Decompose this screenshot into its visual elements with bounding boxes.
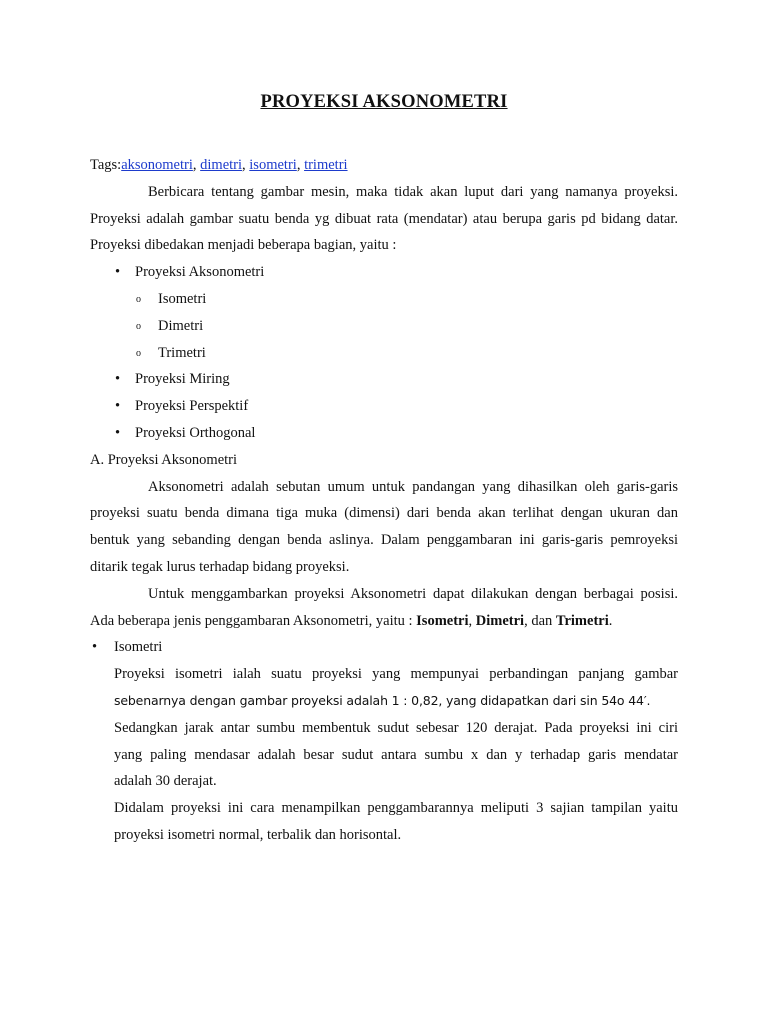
circle-bullet-icon: o: [136, 293, 141, 305]
tags-line: [90, 152, 678, 179]
bullet-icon: •: [115, 398, 121, 415]
bold-term-trimetri: Trimetri: [555, 612, 609, 629]
bold-term-isometri: Isometri: [416, 612, 469, 629]
section-a-para1-line: proyeksi suatu benda dimana tiga muka (dimensi) dari benda akan terlihat dengan ukuran dan: [90, 505, 678, 522]
bold-term-dimetri: Dimetri: [475, 612, 525, 629]
tag-separator: ,: [242, 157, 250, 173]
bullet-icon: •: [115, 424, 121, 441]
tag-separator: ,: [296, 157, 305, 173]
list-item-label: Proyeksi Orthogonal: [135, 424, 256, 441]
tag-link-dimetri[interactable]: dimetri: [200, 157, 243, 173]
circle-bullet-icon: o: [136, 347, 141, 359]
intro-line-2: Proyeksi adalah gambar suatu benda yg dibuat rata (mendatar) atau berupa garis pd bidang datar.: [90, 210, 678, 227]
list-item: [90, 393, 678, 420]
section-a-para1-line: ditarik tegak lurus terhadap bidang proyeksi.: [90, 558, 350, 575]
bullet-icon: •: [115, 371, 121, 388]
sub-list-item-label: Trimetri: [158, 344, 206, 361]
sub-list-item-label: Dimetri: [158, 317, 204, 334]
tags-label: Tags:: [90, 157, 122, 173]
section-a-para1-line: Aksonometri adalah sebutan umum untuk pandangan yang dihasilkan oleh garis-garis: [148, 478, 678, 495]
tag-link-isometri[interactable]: isometri: [249, 157, 297, 173]
tag-separator: ,: [192, 157, 201, 173]
circle-bullet-icon: o: [136, 320, 141, 332]
para-text: .: [608, 612, 613, 629]
section-a-para2-line: Untuk menggambarkan proyeksi Aksonometri dapat dilakukan dengan berbagai posisi.: [148, 585, 678, 602]
intro-line-1: Berbicara tentang gambar mesin, maka tidak akan luput dari yang namanya proyeksi.: [148, 183, 678, 200]
sub-list-item-label: Isometri: [158, 290, 207, 307]
isometri-line: Didalam proyeksi ini cara menampilkan penggambarannya meliputi 3 sajian tampilan yaitu: [114, 800, 678, 817]
list-item: [90, 366, 678, 393]
sub-list-item: [90, 313, 678, 340]
list-item-label: Proyeksi Perspektif: [135, 398, 249, 415]
section-a-heading: A. Proyeksi Aksonometri: [90, 451, 238, 468]
tag-link-aksonometri[interactable]: aksonometri: [121, 157, 193, 173]
para-text: Ada beberapa jenis penggambaran Aksonometri, yaitu :: [90, 612, 417, 629]
isometri-list-item: [90, 634, 678, 661]
isometri-line: proyeksi isometri normal, terbalik dan horisontal.: [114, 826, 402, 843]
sub-list-item: [90, 340, 678, 367]
isometri-heading: Isometri: [114, 639, 163, 656]
list-item: [90, 420, 678, 447]
bullet-icon: •: [92, 639, 98, 656]
bullet-icon: •: [115, 264, 121, 281]
intro-line-3: Proyeksi dibedakan menjadi beberapa bagian, yaitu :: [90, 237, 397, 254]
sub-list-item: [90, 286, 678, 313]
list-item-label: Proyeksi Aksonometri: [135, 264, 265, 281]
para-text: ,: [468, 612, 476, 629]
isometri-line: adalah 30 derajat.: [114, 773, 217, 790]
section-a-para2-line: [90, 608, 678, 635]
isometri-line-ratio: sebenarnya dengan gambar proyeksi adalah 1 : 0,82, yang didapatkan dari sin 54o 44′.: [114, 692, 651, 708]
list-item-label: Proyeksi Miring: [135, 371, 230, 388]
isometri-line: Sedangkan jarak antar sumbu membentuk sudut sebesar 120 derajat. Pada proyeksi ini ciri: [114, 719, 678, 736]
page-title: PROYEKSI AKSONOMETRI: [260, 92, 508, 112]
list-item: [90, 259, 678, 286]
document-body: [90, 152, 678, 849]
tag-link-trimetri[interactable]: trimetri: [304, 157, 348, 173]
isometri-line: yang paling mendasar adalah besar sudut antara sumbu x dan y terhadap garis mendatar: [114, 746, 678, 763]
isometri-line: Proyeksi isometri ialah suatu proyeksi yang mempunyai perbandingan panjang gambar: [114, 666, 678, 683]
para-text: , dan: [524, 612, 556, 629]
section-a-para1-line: bentuk yang sebanding dengan benda aslinya. Dalam penggambaran ini garis-garis pemroyeksi: [90, 532, 678, 549]
